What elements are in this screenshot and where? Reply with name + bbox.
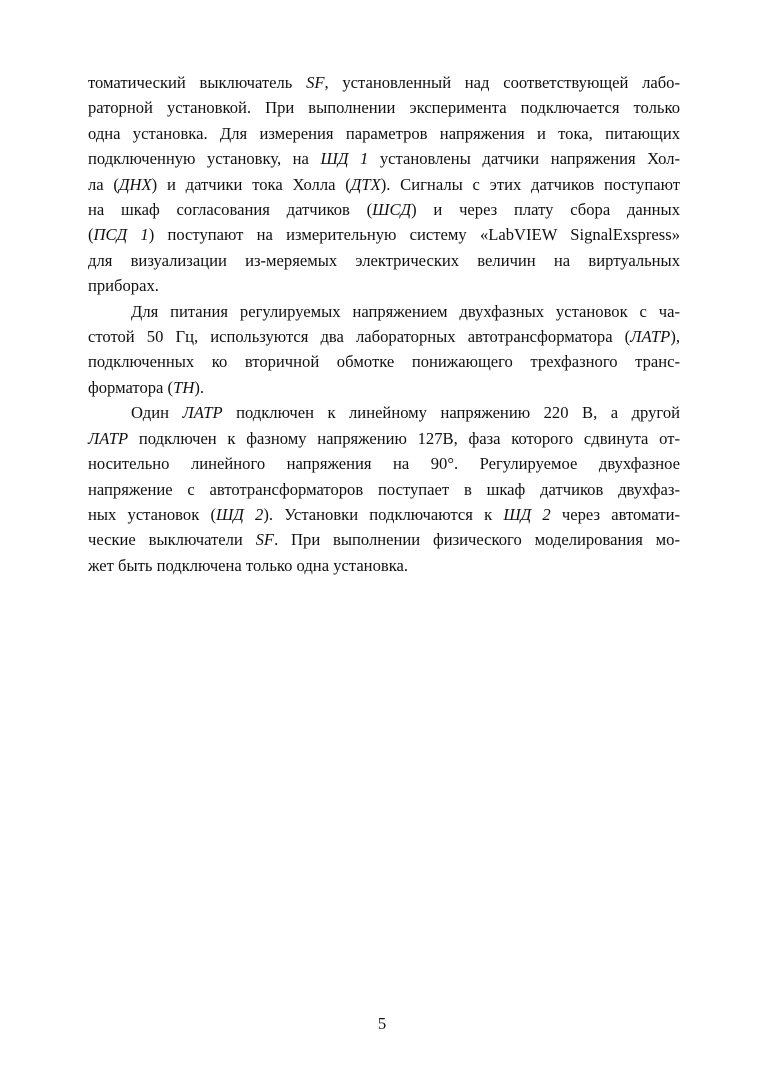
- body-text: [88, 70, 680, 578]
- text-segment: подключенную установку, на: [88, 149, 321, 169]
- text-line: [88, 95, 680, 120]
- italic-text: ТН: [173, 377, 195, 397]
- text-line: [88, 477, 680, 502]
- text-line: [88, 70, 680, 95]
- text-segment: Для питания регулируемых напряжением двухфазных установок с ча-: [131, 301, 680, 321]
- text-segment: раторной установкой. При выполнении эксперимента подключается только: [88, 98, 680, 118]
- text-segment: ),: [670, 327, 680, 347]
- text-segment: форматора (: [88, 377, 174, 397]
- text-segment: ческие выключатели: [88, 530, 256, 550]
- italic-text: ДТХ: [350, 174, 381, 194]
- text-segment: ). Установки подключаются к: [263, 504, 504, 524]
- text-segment: для визуализации из-меряемых электрических величин на виртуальных: [88, 250, 680, 270]
- text-line: [88, 400, 680, 425]
- text-segment: ) поступают на измерительную систему «LabVIEW SignalExspress»: [148, 225, 680, 245]
- italic-text: ДНХ: [118, 174, 152, 194]
- italic-text: ШД 2: [503, 504, 551, 524]
- text-segment: одна установка. Для измерения параметров напряжения и тока, питающих: [88, 123, 680, 143]
- text-segment: Один: [131, 403, 183, 423]
- page-number: 5: [377, 1014, 387, 1033]
- text-segment: через автомати-: [550, 504, 681, 524]
- text-segment: носительно линейного напряжения на 90°. Регулируемое двухфазное: [88, 454, 680, 474]
- text-segment: ) и через плату сбора данных: [411, 200, 680, 220]
- italic-text: ЛАТР: [182, 403, 223, 423]
- text-segment: подключенных ко вторичной обмотке понижающего трехфазного транс-: [88, 352, 680, 372]
- text-line: [88, 248, 680, 273]
- text-segment: ). Сигналы с этих датчиков поступают: [380, 174, 680, 194]
- paragraph: [88, 70, 680, 299]
- text-segment: ).: [194, 377, 204, 397]
- text-segment: ла (: [88, 174, 119, 194]
- text-segment: томатический выключатель: [88, 73, 307, 92]
- text-line: [88, 553, 680, 578]
- text-line: [88, 222, 680, 247]
- text-line: [88, 324, 680, 349]
- italic-text: SF: [306, 73, 325, 92]
- text-segment: установлены датчики напряжения Хол-: [368, 149, 680, 169]
- text-segment: напряжение с автотрансформаторов поступает в шкаф датчиков двухфаз-: [88, 479, 680, 499]
- italic-text: ШД 2: [215, 504, 264, 524]
- paragraph: [88, 299, 680, 401]
- text-segment: подключен к фазному напряжению 127В, фаза которого сдвинута от-: [128, 428, 680, 448]
- text-line: [88, 451, 680, 476]
- italic-text: ШСД: [372, 200, 412, 220]
- text-segment: стотой 50 Гц, используются два лабораторных автотрансформатора (: [88, 327, 631, 347]
- text-line: [88, 273, 680, 298]
- text-line: [88, 299, 680, 324]
- text-segment: приборах.: [88, 276, 159, 296]
- italic-text: SF: [255, 530, 275, 550]
- text-line: [88, 527, 680, 552]
- text-segment: (: [88, 225, 94, 245]
- text-line: [88, 121, 680, 146]
- text-line: [88, 502, 680, 527]
- text-line: [88, 426, 680, 451]
- italic-text: ПСД 1: [93, 225, 149, 245]
- italic-text: ЛАТР: [88, 428, 129, 448]
- paragraph: [88, 400, 680, 578]
- italic-text: ШД 1: [320, 149, 369, 169]
- text-line: [88, 197, 680, 222]
- text-line: [88, 349, 680, 374]
- text-segment: на шкаф согласования датчиков (: [88, 200, 373, 220]
- text-segment: подключен к линейному напряжению 220 В, а другой: [222, 403, 680, 423]
- text-segment: . При выполнении физического моделирования мо-: [274, 530, 680, 550]
- text-segment: жет быть подключена только одна установка.: [88, 555, 409, 575]
- text-line: [88, 172, 680, 197]
- text-segment: ) и датчики тока Холла (: [151, 174, 351, 194]
- text-line: [88, 146, 680, 171]
- text-segment: , установленный над соответствующей лабо-: [324, 73, 680, 92]
- text-segment: ных установок (: [88, 504, 216, 524]
- italic-text: ЛАТР: [630, 327, 671, 347]
- text-line: [88, 375, 680, 400]
